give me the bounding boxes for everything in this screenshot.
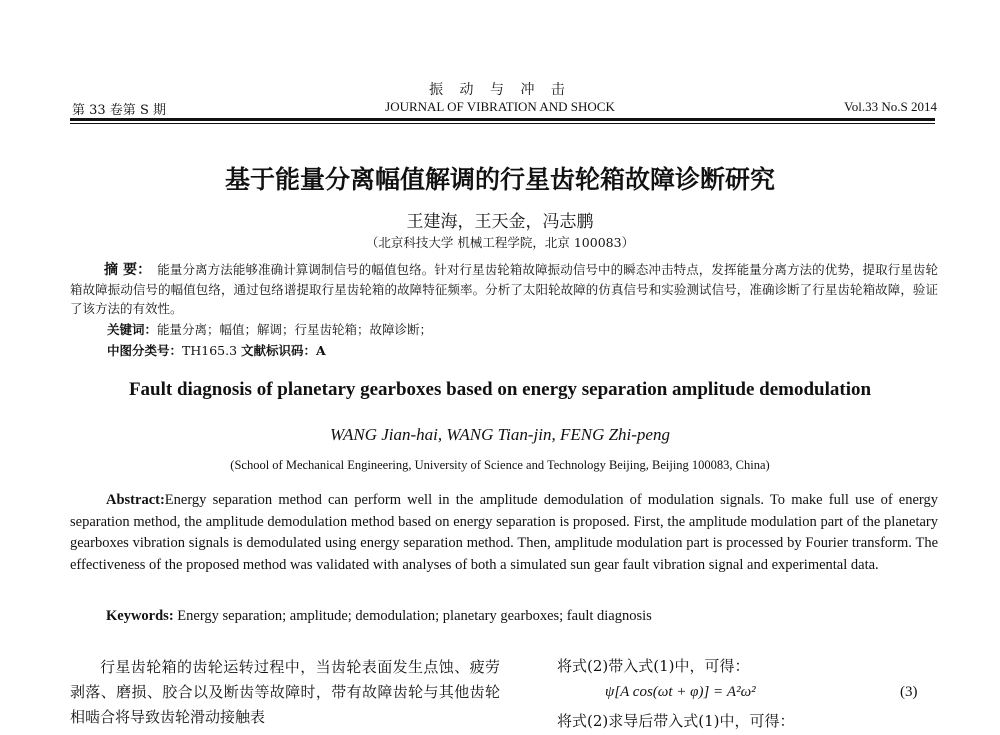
affiliation-cn: （北京科技大学 机械工程学院，北京 100083） [365,235,635,250]
authors-en: WANG Jian-hai, WANG Tian-jin, FENG Zhi-peng [330,425,670,444]
journal-name-cn: 振 动 与 冲 击 [429,82,571,98]
paper-title-en: Fault diagnosis of planetary gearboxes based on energy separation amplitude demodulation [128,379,872,400]
authors-cn: 王建海，王天金，冯志鹏 [406,212,594,232]
keywords-text-en: Energy separation; amplitude; demodulation; planetary gearboxes; fault diagnosis [177,608,652,624]
clc-label: 中图分类号： [107,343,183,358]
abstract-label-en: Abstract: [106,492,165,508]
body-left-column: 行星齿轮箱的齿轮运转过程中，当齿轮表面发生点蚀、疲劳剥落、磨损、胶合以及断齿等故障时，带有故障齿轮与其他齿轮相啮合将导致齿轮滑动接触表 [70,658,500,726]
issue-info-en: Vol.33 No.S 2014 [844,99,937,114]
doc-code-label: 文献标识码： [241,343,317,358]
equation-3: ψ[A cos(ωt + φ)] = A²ω² [605,684,756,700]
doc-code-text: A [316,343,326,358]
keywords-text-cn: 能量分离；幅值；解调；行星齿轮箱；故障诊断； [157,322,433,337]
keywords-en [106,608,652,625]
header-rule-thin [70,123,935,124]
keywords-label-en: Keywords: [106,608,174,624]
abstract-en [70,490,938,576]
equation-3-number: (3) [900,684,918,700]
clc-text: TH165.3 [182,343,238,358]
journal-name-en: JOURNAL OF VIBRATION AND SHOCK [385,99,615,114]
body-right-line-1: 将式(2)带入式(1)中，可得： [557,657,750,675]
paper-title-cn: 基于能量分离幅值解调的行星齿轮箱故障诊断研究 [224,165,775,194]
abstract-label-cn: 摘 要： [104,262,152,278]
affiliation-en: (School of Mechanical Engineering, University of Science and Technology Beijing, Beijing 100083, China) [230,458,770,472]
classification-cn [107,341,326,360]
abstract-text-en: Energy separation method can perform well in the amplitude demodulation of modulation signals. To make full use of energy separation method, the amplitude demodulation method based on energy separation is proposed. First, the amplitude modulation part of the planetary gearboxes vibration signals is demodulated using energy separation method. Then, amplitude modulation part is processed by Fourier transform. The effectiveness of the proposed method was validated with analyses of both a simulated sun gear fault vibration signal and experimental data. [70,492,938,573]
abstract-cn [70,260,938,318]
body-right-line-2: 将式(2)求导后带入式(1)中，可得： [557,712,795,730]
keywords-cn [107,320,432,339]
abstract-text-cn: 能量分离方法能够准确计算调制信号的幅值包络。针对行星齿轮箱故障振动信号中的瞬态冲击特点，发挥能量分离方法的优势，提取行星齿轮箱故障振动信号的幅值包络，通过包络谱提取行星齿轮箱的故障特征频率。分析了太阳轮故障的仿真信号和实验测试信号，准确诊断了行星齿轮箱故障，验证了该方法的有效性。 [70,262,938,316]
header-rule-thick [70,118,935,121]
issue-info-cn: 第 33 卷第 S 期 [72,103,166,118]
keywords-label-cn: 关键词： [107,322,158,337]
